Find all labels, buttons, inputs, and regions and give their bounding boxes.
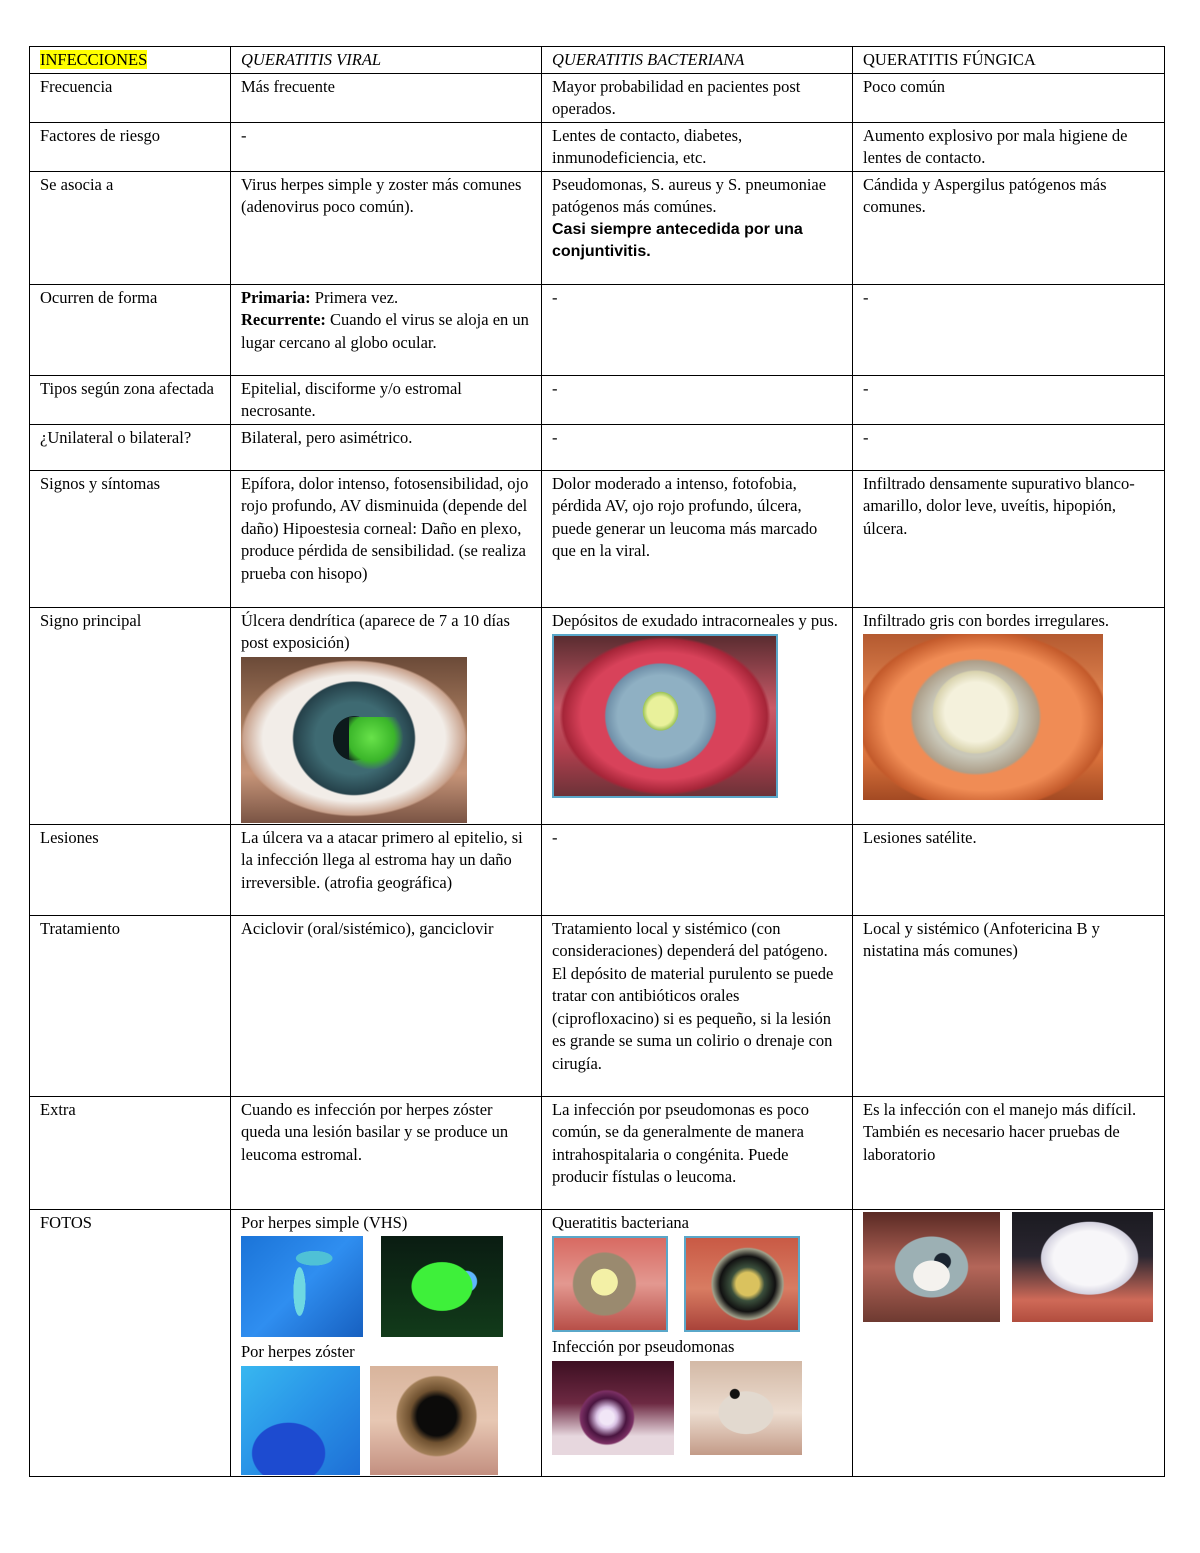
fungica-cell (853, 122, 1165, 171)
cell-text: Tratamiento local y sistémico (con consideraciones) dependerá del patógeno. (552, 918, 828, 960)
bacteriana-cell (542, 171, 853, 284)
bacteriana-cell (542, 375, 853, 424)
primaria-label: Primaria: (241, 287, 311, 307)
row-label: ¿Unilateral o bilateral? (40, 427, 192, 447)
cell-text: Local y sistémico (Anfotericina B y nistatina más comunes) (863, 918, 1100, 960)
bacteriana-cell (542, 470, 853, 607)
viral-cell (231, 824, 542, 915)
row-ocurren (30, 284, 1165, 375)
cell-text-2: El depósito de material purulento se puede tratar con antibióticos orales (ciprofloxacino) si es pequeño, si la lesión es grande se suma un colirio o drenaje con cirugía. (552, 963, 834, 1073)
bacteriana-cell (542, 915, 853, 1096)
label-cell (30, 1096, 231, 1209)
label-cell (30, 470, 231, 607)
cell-text: Infiltrado gris con bordes irregulares. (863, 610, 1110, 630)
row-tratamiento (30, 915, 1165, 1096)
bacterial-photo-2 (684, 1236, 800, 1332)
row-label: Tipos según zona afectada (40, 378, 214, 398)
viral-cell (231, 424, 542, 470)
bacteriana-cell (542, 73, 853, 122)
bacteriana-cell (542, 1096, 853, 1209)
cell-text: - (552, 427, 558, 447)
pseudomonas-photo-1 (552, 1361, 674, 1455)
bacteriana-cell (542, 284, 853, 375)
header-infecciones: INFECCIONES (40, 50, 148, 69)
recurrente-label: Recurrente: (241, 310, 326, 329)
viral-cell (231, 607, 542, 824)
cell-text: - (863, 427, 869, 447)
fungal-photo-1 (863, 1212, 1000, 1322)
header-viral: QUERATITIS VIRAL (241, 50, 382, 69)
cell-text: Infiltrado densamente supurativo blanco-amarillo, dolor leve, uveítis, hipopión, úlcera. (863, 473, 1135, 538)
viral-cell (231, 915, 542, 1096)
label-cell (30, 607, 231, 824)
row-extra (30, 1096, 1165, 1209)
cell-text: Bilateral, pero asimétrico. (241, 427, 413, 447)
herpes-simple-photo-2 (381, 1236, 503, 1337)
fungica-cell (853, 284, 1165, 375)
fungal-photo-2 (1012, 1212, 1153, 1322)
row-unilateral (30, 424, 1165, 470)
pseudomonas-photo-2 (690, 1361, 802, 1455)
fungica-cell (853, 424, 1165, 470)
ulcer-stain (349, 717, 405, 769)
cell-text: - (552, 827, 558, 847)
bacteriana-cell (542, 824, 853, 915)
fungal-keratitis-photo (863, 634, 1103, 800)
row-label: FOTOS (40, 1212, 92, 1232)
fungica-cell (853, 73, 1165, 122)
cell-text: Poco común (863, 76, 946, 96)
cell-text: Lentes de contacto, diabetes, inmunodeficiencia, etc. (552, 125, 743, 167)
cell-text: Epífora, dolor intenso, fotosensibilidad, ojo rojo profundo, AV disminuida (depende del daño) Hipoestesia corneal: Daño en plexo, produce pérdida de sensibilidad. (se realiza prueba con hisopo) (241, 473, 529, 583)
row-label: Lesiones (40, 827, 99, 847)
herpes-zoster-caption: Por herpes zóster (241, 1342, 355, 1361)
label-cell (30, 284, 231, 375)
fungica-cell (853, 470, 1165, 607)
primaria-text: Primera vez. (310, 287, 399, 307)
header-bacteriana: QUERATITIS BACTERIANA (552, 50, 745, 69)
cell-text: - (552, 287, 558, 307)
cell-text: - (863, 378, 869, 398)
row-label: Extra (40, 1099, 76, 1119)
herpes-simple-caption: Por herpes simple (VHS) (241, 1212, 408, 1232)
header-cell-fungica (853, 47, 1165, 74)
row-label: Factores de riesgo (40, 125, 161, 145)
fungica-cell (853, 915, 1165, 1096)
cell-text: Pseudomonas, S. aureus y S. pneumoniae patógenos más comúnes. (552, 174, 827, 216)
cell-text: Depósitos de exudado intracorneales y pus. (552, 610, 838, 630)
bacteriana-cell (542, 607, 853, 824)
cell-text: - (241, 125, 247, 145)
comparison-table (29, 46, 1165, 1477)
label-cell (30, 171, 231, 284)
cell-text: Es la infección con el manejo más difícil. También es necesario hacer pruebas de laboratorio (863, 1099, 1137, 1164)
bacteriana-cell (542, 1209, 853, 1476)
row-label: Se asocia a (40, 174, 114, 194)
cell-text: La infección por pseudomonas es poco común, se da generalmente de manera intrahospitalaria o congénita. Puede producir fístulas o leucoma. (552, 1099, 810, 1186)
header-cell-infecciones (30, 47, 231, 74)
viral-cell (231, 171, 542, 284)
cell-text: - (863, 287, 869, 307)
herpes-zoster-photo-1 (241, 1366, 360, 1475)
dendritic-ulcer-photo (241, 657, 467, 823)
cell-text: Úlcera dendrítica (aparece de 7 a 10 días post exposición) (241, 610, 510, 652)
recurrente-text: Cuando el virus se aloja en un lugar cercano al globo ocular. (241, 310, 529, 352)
row-tipos (30, 375, 1165, 424)
row-signo-principal (30, 607, 1165, 824)
label-cell (30, 1209, 231, 1476)
row-factores (30, 122, 1165, 171)
bacterial-keratitis-photo (552, 634, 778, 798)
cell-text-bold: Casi siempre antecedida por una conjuntivitis. (552, 220, 803, 260)
fungica-cell (853, 1209, 1165, 1476)
label-cell (30, 424, 231, 470)
viral-cell (231, 1209, 542, 1476)
header-cell-bacteriana (542, 47, 853, 74)
cell-text: Dolor moderado a intenso, fotofobia, pérdida AV, ojo rojo profundo, úlcera, puede generar un leucoma más marcado que en la viral. (552, 473, 818, 560)
viral-cell (231, 73, 542, 122)
cell-text: Virus herpes simple y zoster más comunes (adenovirus poco común). (241, 174, 522, 216)
fungica-cell (853, 1096, 1165, 1209)
bacterial-photo-1 (552, 1236, 668, 1332)
cell-text: Epitelial, disciforme y/o estromal necrosante. (241, 378, 462, 420)
herpes-zoster-photo-2 (370, 1366, 498, 1475)
label-cell (30, 824, 231, 915)
row-label: Ocurren de forma (40, 287, 158, 307)
label-cell (30, 73, 231, 122)
cell-text: Lesiones satélite. (863, 827, 977, 847)
cell-text: Aumento explosivo por mala higiene de lentes de contacto. (863, 125, 1128, 167)
fungica-cell (853, 607, 1165, 824)
bacteriana-cell (542, 424, 853, 470)
cell-text: Más frecuente (241, 76, 335, 96)
cell-text: La úlcera va a atacar primero al epitelio, si la infección llega al estroma hay un daño irreversible. (atrofia geográfica) (241, 827, 523, 892)
row-fotos (30, 1209, 1165, 1476)
herpes-simple-photo-1 (241, 1236, 363, 1337)
bacterial-caption: Queratitis bacteriana (552, 1212, 689, 1232)
cell-text: Cuando es infección por herpes zóster queda una lesión basilar y se produce un leucoma estromal. (241, 1099, 509, 1164)
label-cell (30, 915, 231, 1096)
row-label: Signo principal (40, 610, 142, 630)
header-fungica: QUERATITIS FÚNGICA (863, 50, 1036, 69)
cell-text: - (552, 378, 558, 398)
row-label: Tratamiento (40, 918, 121, 938)
cell-text: Aciclovir (oral/sistémico), ganciclovir (241, 918, 494, 938)
label-cell (30, 122, 231, 171)
cell-text: Cándida y Aspergilus patógenos más comunes. (863, 174, 1107, 216)
viral-cell (231, 470, 542, 607)
row-label: Signos y síntomas (40, 473, 161, 493)
viral-cell (231, 122, 542, 171)
viral-cell (231, 284, 542, 375)
fungica-cell (853, 171, 1165, 284)
row-frecuencia (30, 73, 1165, 122)
bacteriana-cell (542, 122, 853, 171)
row-signos (30, 470, 1165, 607)
header-row (30, 47, 1165, 74)
label-cell (30, 375, 231, 424)
row-label: Frecuencia (40, 76, 113, 96)
header-cell-viral (231, 47, 542, 74)
row-lesiones (30, 824, 1165, 915)
cell-text: Mayor probabilidad en pacientes post operados. (552, 76, 801, 118)
viral-cell (231, 375, 542, 424)
pseudomonas-caption: Infección por pseudomonas (552, 1337, 735, 1356)
viral-cell (231, 1096, 542, 1209)
row-asocia (30, 171, 1165, 284)
fungica-cell (853, 375, 1165, 424)
fungica-cell (853, 824, 1165, 915)
